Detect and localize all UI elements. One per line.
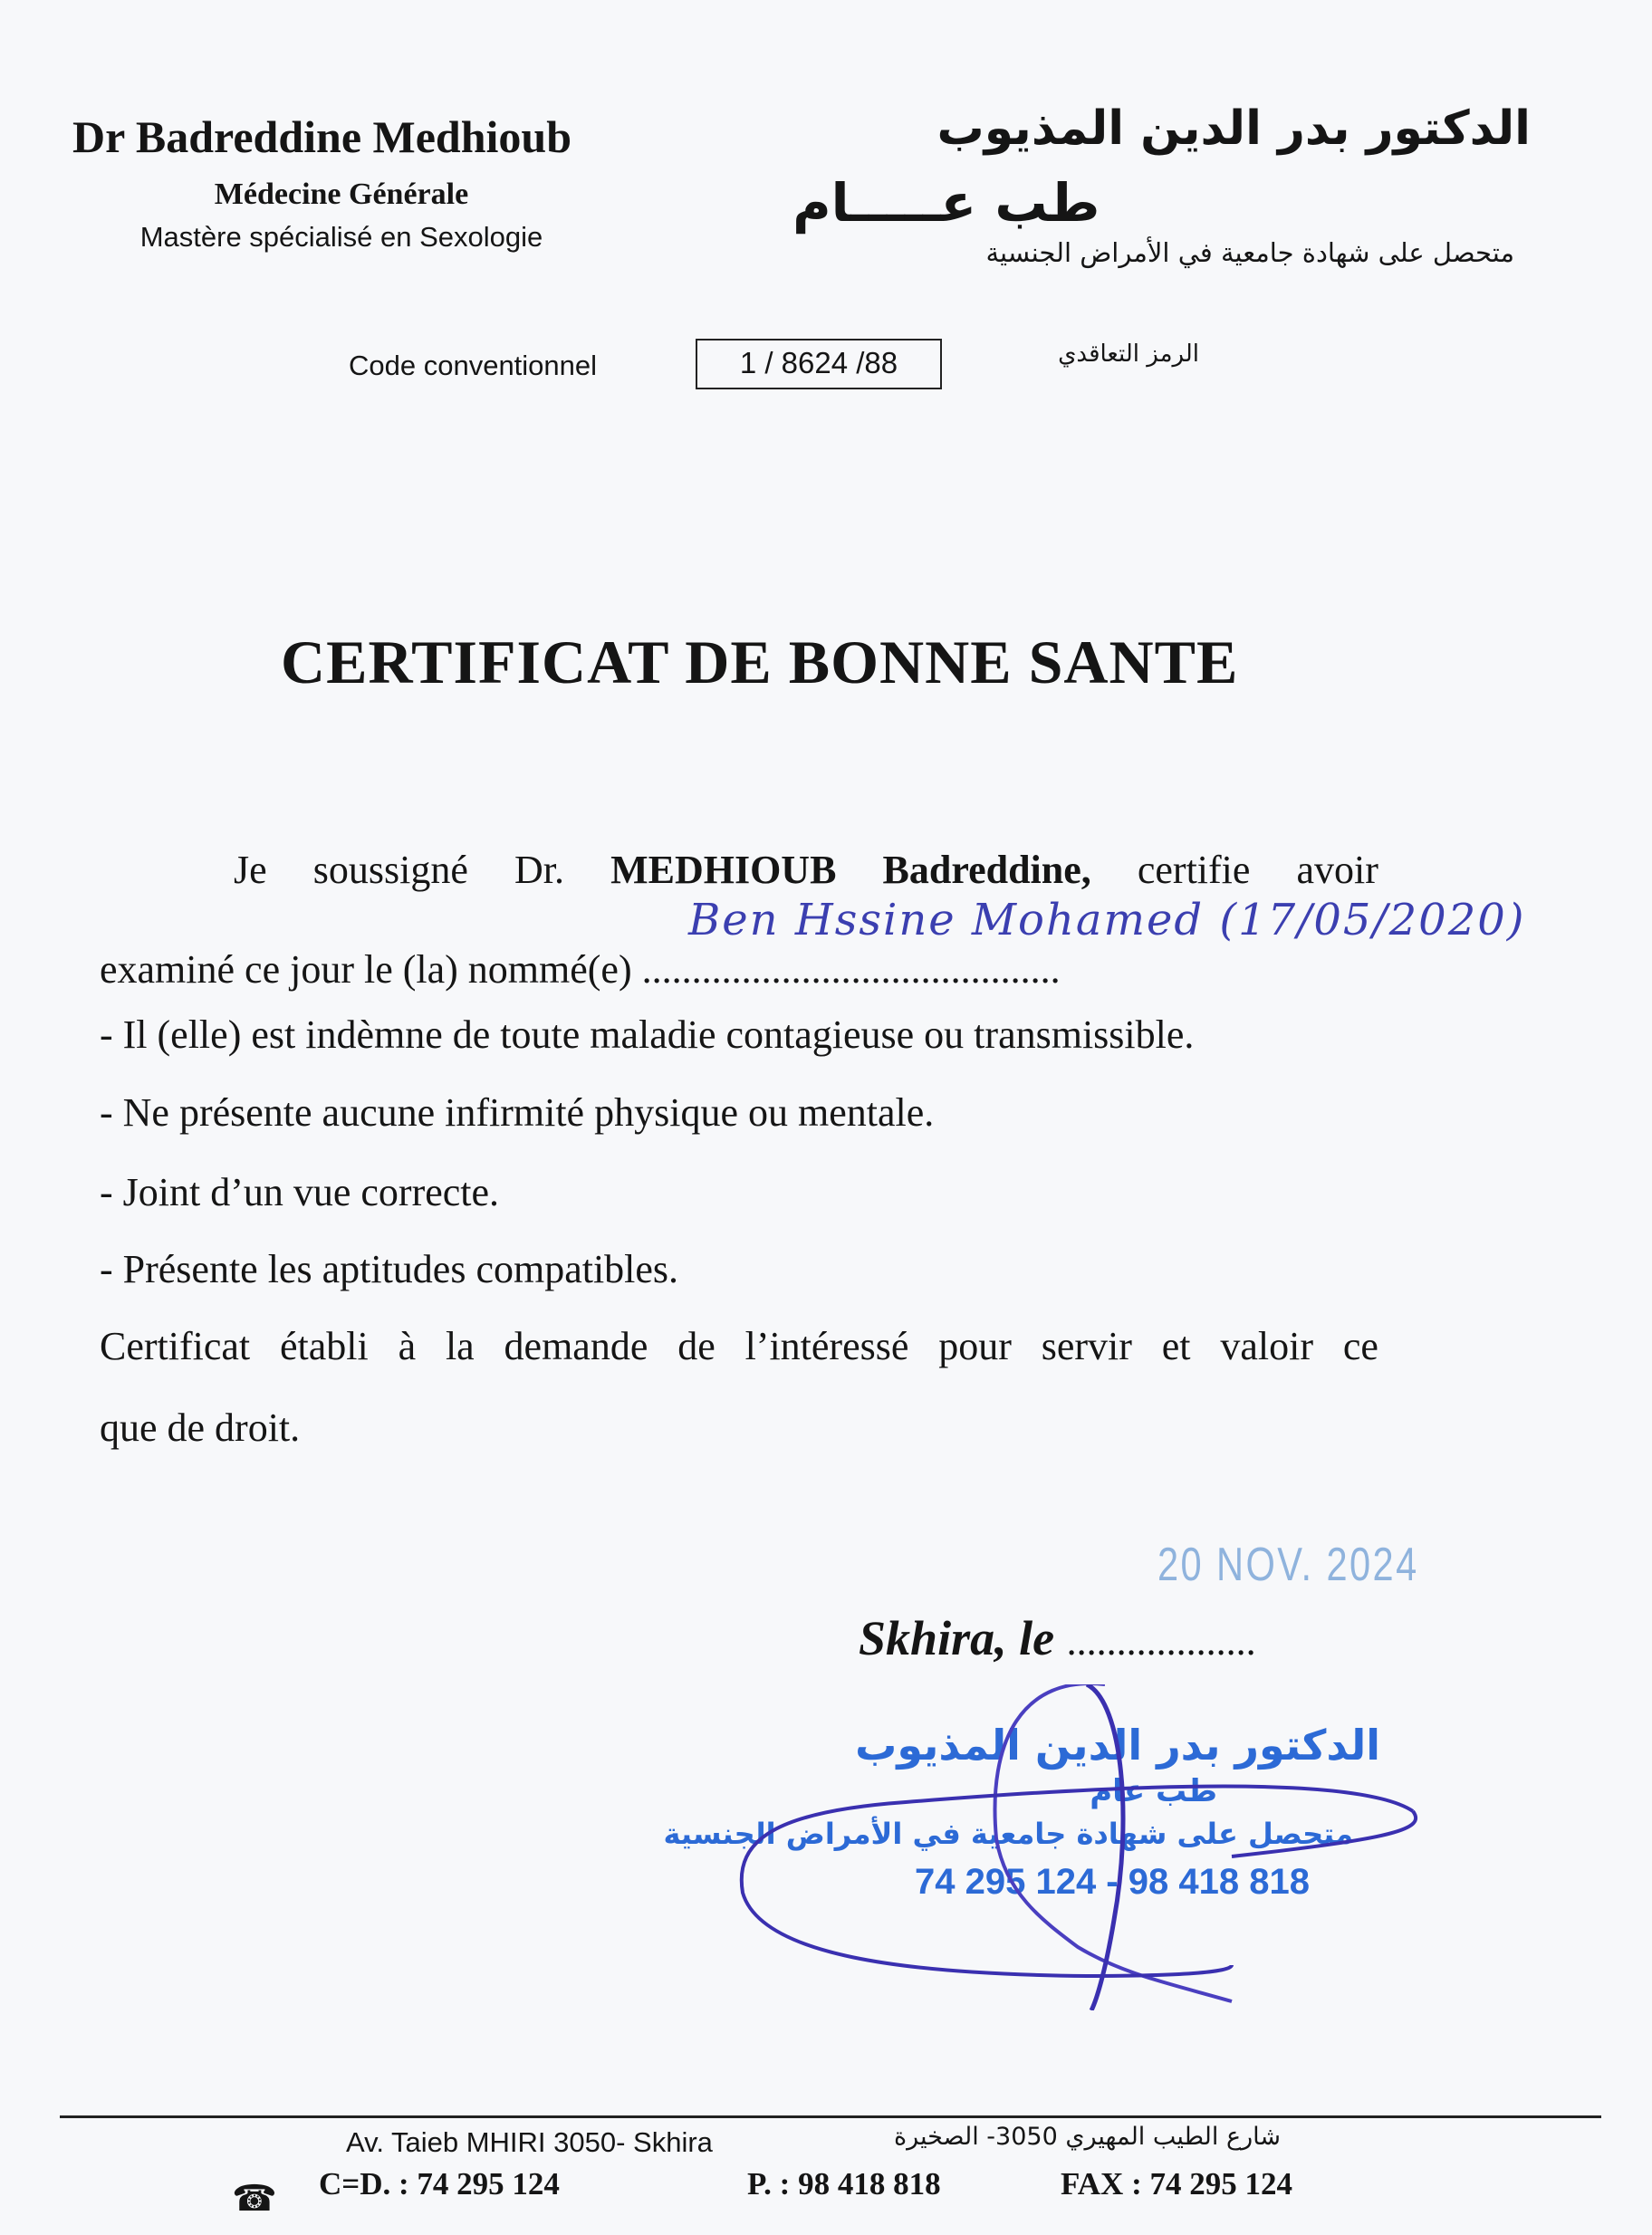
code-value-box: 1 / 8624 /88 xyxy=(696,339,942,389)
certificate-title: CERTIFICAT DE BONNE SANTE xyxy=(281,628,1239,696)
closing-end: que de droit. xyxy=(100,1405,301,1450)
date-stamp: 20 NOV. 2024 xyxy=(1157,1539,1419,1591)
word: demande xyxy=(504,1324,648,1368)
word: MEDHIOUB xyxy=(610,848,837,892)
word: avoir xyxy=(1296,848,1378,892)
signature-scribble xyxy=(725,1684,1431,2010)
word: valoir xyxy=(1220,1324,1314,1368)
word: ce xyxy=(1342,1324,1378,1368)
address-french: Av. Taieb MHIRI 3050- Skhira xyxy=(346,2126,713,2158)
specialty-text: Médecine Générale xyxy=(214,177,469,211)
mobile-phone: P. : 98 418 818 xyxy=(747,2166,941,2201)
word: l’intéressé xyxy=(744,1324,909,1368)
word: certifie xyxy=(1137,848,1251,892)
word: et xyxy=(1161,1324,1191,1368)
fax-number: FAX : 74 295 124 xyxy=(1061,2166,1292,2201)
condition-item: - Joint d’un vue correcte. xyxy=(100,1170,500,1214)
word: pour xyxy=(938,1324,1012,1368)
handwritten-patient-name: Ben Hssine Mohamed (17/05/2020) xyxy=(688,895,1526,945)
stamp-phones: 74 295 124 - 98 418 818 xyxy=(915,1862,1310,1902)
address-arabic: شارع الطيب المهيري 3050- الصخيرة xyxy=(893,2123,1281,2151)
telephone-icon: ☎ xyxy=(232,2178,277,2219)
stamp-name: الدكتور بدر الدين المذيوب xyxy=(855,1721,1380,1770)
word: établi xyxy=(279,1324,369,1368)
closing-line xyxy=(100,1324,1378,1370)
stamp-master: متحصل على شهادة جامعية في الأمراض الجنسية xyxy=(663,1817,1353,1851)
word: Certificat xyxy=(100,1324,251,1368)
condition-item: - Présente les aptitudes compatibles. xyxy=(100,1247,679,1291)
word: servir xyxy=(1041,1324,1132,1368)
word: la xyxy=(445,1324,475,1368)
doctor-name-arabic: الدكتور بدر الدين المذيوب xyxy=(936,101,1531,156)
word: soussigné xyxy=(312,848,468,892)
master-text: Mastère spécialisé en Sexologie xyxy=(139,221,543,253)
word: Dr. xyxy=(514,848,564,892)
body-line-1 xyxy=(100,848,1378,894)
stamp-specialty: طب عام xyxy=(1090,1773,1217,1809)
master-arabic: متحصل على شهادة جامعية في الأمراض الجنسية xyxy=(985,237,1514,268)
date-dots: ................... xyxy=(1066,1619,1256,1664)
condition-item: - Il (elle) est indèmne de toute maladie contagieuse ou transmissible. xyxy=(100,1012,1195,1057)
nominee-label: examiné ce jour le (la) nommé(e) xyxy=(100,947,632,992)
signature-stroke xyxy=(1232,1811,1416,1856)
cd-phone: C=D. : 74 295 124 xyxy=(319,2166,560,2201)
code-label-arabic: الرمز التعاقدي xyxy=(1058,341,1199,368)
place-label: Skhira, le xyxy=(859,1611,1055,1665)
word: à xyxy=(398,1324,417,1368)
code-label: Code conventionnel xyxy=(349,350,598,381)
word: de xyxy=(677,1324,716,1368)
word: Je xyxy=(234,848,267,892)
specialty-arabic-text: طب عـــــام xyxy=(792,172,1100,234)
word: Badreddine, xyxy=(882,848,1091,892)
footer-divider xyxy=(60,2115,1601,2118)
nominee-dots: .......................................... xyxy=(641,947,1061,992)
place-date-line xyxy=(859,1610,1256,1666)
doctor-name: Dr Badreddine Medhioub xyxy=(72,111,572,162)
signature-stroke xyxy=(1087,1684,1123,2010)
condition-item: - Ne présente aucune infirmité physique ou mentale. xyxy=(100,1090,935,1135)
body-line-2 xyxy=(100,947,1061,993)
